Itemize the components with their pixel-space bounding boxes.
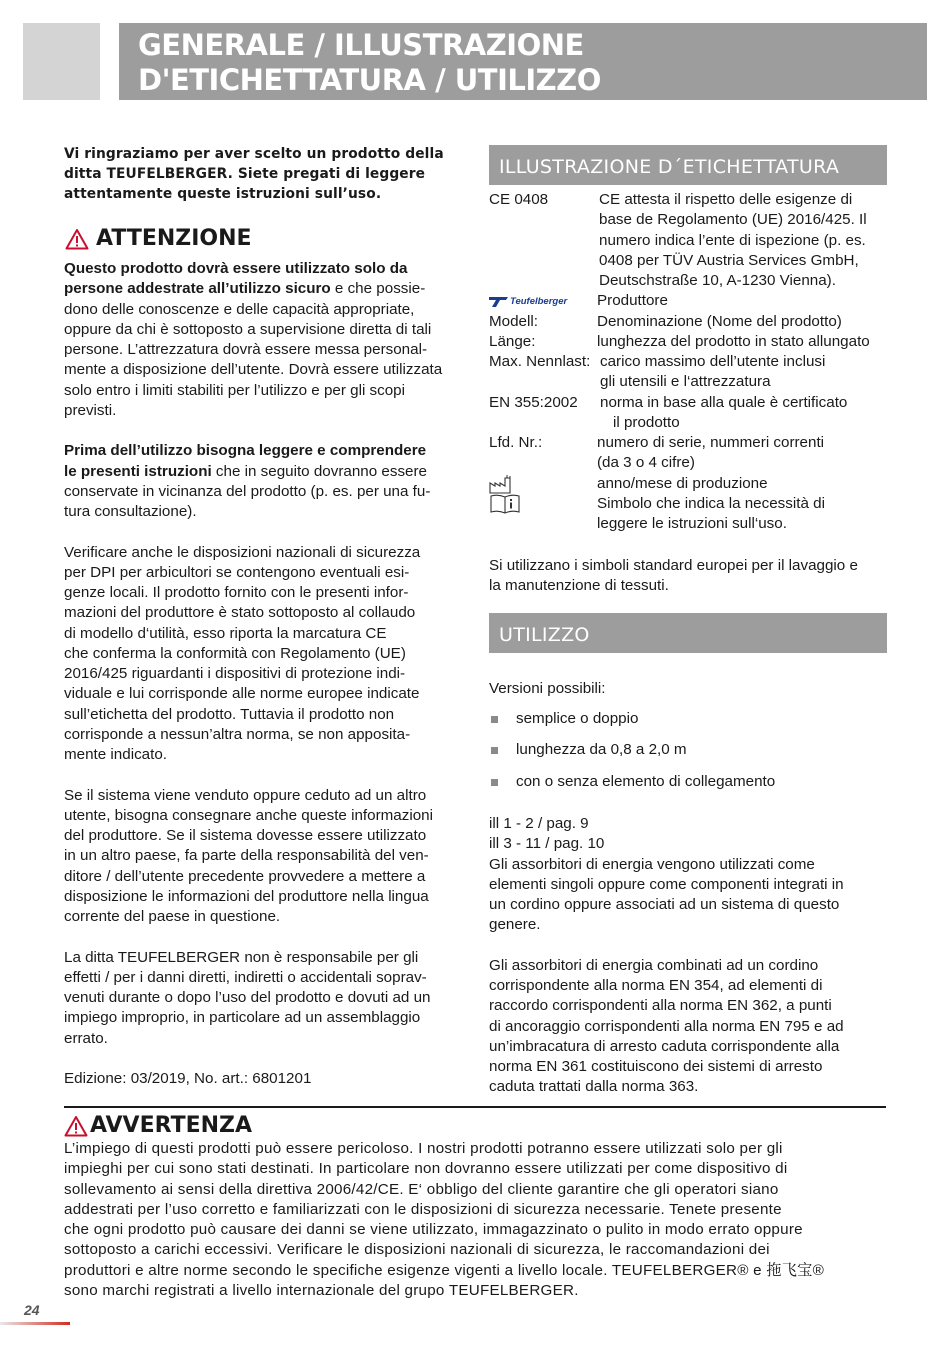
intro-line: ditta TEUFELBERGER. Siete pregati di leggere xyxy=(64,166,426,182)
text-line xyxy=(64,441,464,461)
text-line: La ditta TEUFELBERGER non è responsabile per gli xyxy=(64,948,419,966)
symbols-note-line: la manutenzione di tessuti. xyxy=(489,577,669,595)
bullet-square-icon xyxy=(491,747,498,754)
symbols-note-line: Si utilizzano i simboli standard europei per il lavaggio e xyxy=(489,557,858,574)
read-before-use-paragraph xyxy=(64,441,464,522)
warning-triangle-icon xyxy=(65,228,89,250)
text-line: di ancoraggio corrispondenti alla norma EN 795 e ad xyxy=(489,1017,844,1035)
label-definitions xyxy=(489,190,887,534)
text-line: errato. xyxy=(64,1029,108,1047)
attention-paragraph xyxy=(64,259,464,421)
versions-list xyxy=(489,709,887,792)
section-divider xyxy=(64,1106,886,1108)
combined-system-paragraph xyxy=(489,956,887,1098)
text-line: sull’etichetta del prodotto. Tuttavia il prodotto non xyxy=(64,705,395,723)
label-section-title: ILLUSTRAZIONE D´ETICHETTATURA xyxy=(499,156,840,178)
text-line: norma EN 361 costituiscono dei sistemi di arresto xyxy=(489,1058,823,1075)
text-line: mazioni del produttore è stato sottoposto al collaudo xyxy=(64,604,416,622)
text-line: corrente del paese in questione. xyxy=(64,908,281,925)
text-line: Se il sistema viene venduto oppure ceduto ad un altro xyxy=(64,786,427,804)
list-item: lunghezza da 0,8 a 2,0 m xyxy=(489,741,887,761)
regular-text: dono delle conoscenze e delle capacità appropriate, xyxy=(64,300,415,318)
resale-paragraph xyxy=(64,786,464,928)
label-definition-row xyxy=(489,251,887,271)
symbols-note xyxy=(489,556,887,597)
label-definition-row xyxy=(489,231,887,251)
text-line xyxy=(64,401,464,421)
label-description: (da 3 o 4 cifre) xyxy=(597,454,695,472)
text-line: utente, bisogna consegnare anche queste informazioni xyxy=(64,806,433,824)
label-definition-row xyxy=(489,494,887,514)
regular-text: oppure da chi è sottoposto a supervisione diretta di tali xyxy=(64,320,432,338)
label-code: Länge: xyxy=(489,332,536,350)
intro-line: Vi ringraziamo per aver scelto un prodotto della xyxy=(64,146,444,162)
corner-square xyxy=(23,23,100,100)
list-item: con o senza elemento di collegamento xyxy=(489,772,887,792)
text-line: Verificare anche le disposizioni nazionali di sicurezza xyxy=(64,543,421,561)
text-line xyxy=(64,462,464,482)
warning-text xyxy=(64,1139,886,1301)
label-description: numero indica l’ente di ispezione (p. es. xyxy=(599,231,866,249)
warning-heading xyxy=(64,1112,252,1140)
text-line: venuti durante o dopo l’uso del prodotto e dovuti ad un xyxy=(64,989,431,1006)
label-section-header xyxy=(489,145,887,185)
bullet-square-icon xyxy=(491,779,498,786)
warning-text-line: sono marchi registrati a livello internazionale del grupo TEUFELBERGER. xyxy=(64,1281,579,1299)
label-description: Deutschstraße 10, A-1230 Vienna). xyxy=(599,272,836,289)
label-description: 0408 per TÜV Austria Services GmbH, xyxy=(599,251,859,269)
text-line: ditore / dell’utente precedente provvedere a mettere a xyxy=(64,867,426,885)
bold-text: le presenti istruzioni xyxy=(64,462,212,480)
text-line: genze locali. Il prodotto fornito con le presenti infor- xyxy=(64,584,409,601)
label-code: Lfd. Nr.: xyxy=(489,434,543,451)
page-title-line-2: D'ETICHETTATURA / UTILIZZO xyxy=(138,63,601,97)
text-line: genere. xyxy=(489,916,541,934)
warning-text-line: che ogni prodotto può causare dei danni se viene utilizzato, immagazzinato o pulito in modo errato oppure xyxy=(64,1221,803,1238)
liability-paragraph xyxy=(64,948,464,1049)
label-definition-row xyxy=(489,474,887,494)
edition-info: Edizione: 03/2019, No. art.: 6801201 xyxy=(64,1070,312,1087)
text-line: viduale e lui corrisponde alle norme europee indicate xyxy=(64,685,420,703)
label-description: leggere le istruzioni sull‘uso. xyxy=(597,515,787,532)
warning-text-line: addestrati per l’uso corretto e familiarizzati con le disposizioni di sicurezza necessarie. Tenete presente xyxy=(64,1200,782,1218)
label-description: carico massimo dell’utente inclusi xyxy=(600,353,826,370)
text-line: un cordino oppure associati ad un sistema di questo xyxy=(489,896,840,913)
label-definition-row xyxy=(489,433,887,453)
label-description: numero di serie, nummeri correnti xyxy=(597,434,825,451)
bold-text: persone addestrate all’utilizzo sicuro xyxy=(64,280,331,298)
regular-text: previsti. xyxy=(64,401,117,419)
text-line: un’imbracatura di arresto caduta corrispondente alla xyxy=(489,1037,840,1055)
text-line: in un altro paese, fa parte della responsabilità del ven- xyxy=(64,847,429,865)
page-number-underline xyxy=(0,1322,70,1325)
text-line: raccordo corrispondenti alla norma EN 362, a punti xyxy=(489,997,832,1015)
label-description: CE attesta il rispetto delle esigenze di xyxy=(599,191,853,208)
text-line xyxy=(64,279,464,299)
warning-text-line: sollevamento ai sensi della direttiva 2006/42/CE. E‘ obbligo del cliente garantire che gli operatori siano xyxy=(64,1180,779,1198)
label-definition-row xyxy=(489,332,887,352)
attention-heading xyxy=(65,225,252,253)
page-title-line-1: GENERALE / ILLUSTRAZIONE xyxy=(138,28,584,62)
text-line xyxy=(64,482,464,502)
label-description: il prodotto xyxy=(613,413,680,431)
label-code: EN 355:2002 xyxy=(489,393,578,411)
text-line xyxy=(64,300,464,320)
label-description: Simbolo che indica la necessità di xyxy=(597,494,825,512)
label-code: Modell: xyxy=(489,312,538,330)
label-definition-row xyxy=(489,190,887,210)
warning-text-line: sottoposto a carichi eccessivi. Verificare le disposizioni nazionali di sicurezza, le raccomandazioni dei xyxy=(64,1241,770,1259)
warning-text-line: produttori e altre norme secondo le specifiche esigenze vigenti a livello locale. TEUFELBERGER® e 拖飞宝® xyxy=(64,1261,825,1279)
label-definition-row xyxy=(489,291,887,311)
text-line: 2016/425 riguardanti i dispositivi di protezione indi- xyxy=(64,665,406,682)
logo-mark-icon xyxy=(489,296,509,308)
regular-text: e che possie- xyxy=(330,280,426,298)
left-body-text xyxy=(64,259,464,1089)
label-definition-row xyxy=(489,352,887,372)
label-code: Max. Nennlast: xyxy=(489,353,591,370)
text-line xyxy=(64,502,464,522)
text-line: disposizione le informazioni del produttore nella lingua xyxy=(64,887,429,905)
regular-text: persone. L’attrezzatura dovrà essere messa personal- xyxy=(64,341,428,358)
text-line: mente indicato. xyxy=(64,746,167,763)
regular-text: solo entro i limiti stabiliti per l’utilizzo e per gli scopi xyxy=(64,381,406,399)
use-section-header xyxy=(489,613,887,653)
label-definition-row xyxy=(489,453,887,473)
label-description: Produttore xyxy=(597,292,668,310)
text-line: che conferma la conformità con Regolamento (UE) xyxy=(64,644,406,662)
text-line: corrispondente alla norma EN 354, ad elementi di xyxy=(489,977,823,994)
label-description: norma in base alla quale è certificato xyxy=(600,393,848,411)
text-line xyxy=(64,360,464,380)
label-description: Denominazione (Nome del prodotto) xyxy=(597,312,842,330)
intro-line: attentamente queste istruzioni sull’uso. xyxy=(64,186,382,202)
warning-title: AVVERTENZA xyxy=(90,1113,252,1138)
label-description: anno/mese di produzione xyxy=(597,474,768,492)
page-number: 24 xyxy=(24,1302,40,1318)
logo-text: Teufelberger xyxy=(510,296,568,308)
list-item: semplice o doppio xyxy=(489,709,887,729)
national-regulations-paragraph xyxy=(64,543,464,766)
versions-label: Versioni possibili: xyxy=(489,680,606,697)
text-line: effetti / per i danni diretti, indiretti o accidentali soprav- xyxy=(64,968,427,986)
bold-text: Questo prodotto dovrà essere utilizzato solo da xyxy=(64,260,408,277)
text-line xyxy=(64,381,464,401)
text-line: Gli assorbitori di energia combinati ad un cordino xyxy=(489,956,819,974)
label-definition-row xyxy=(489,514,887,534)
regular-text: mente a disposizione dell’utente. Dovrà essere utilizzata xyxy=(64,361,443,379)
teufelberger-logo xyxy=(489,292,567,312)
text-line xyxy=(64,259,464,279)
label-description: lunghezza del prodotto in stato allungato xyxy=(597,332,870,350)
text-line: caduta trattati dalla norma 363. xyxy=(489,1078,699,1096)
absorber-paragraph xyxy=(489,855,887,936)
illustration-ref: ill 1 - 2 / pag. 9 xyxy=(489,815,589,832)
label-definition-row xyxy=(489,210,887,230)
intro-paragraph xyxy=(64,144,464,204)
bullet-square-icon xyxy=(491,716,498,723)
text-line xyxy=(64,320,464,340)
text-line: di modello d‘utilità, esso riporta la marcatura CE xyxy=(64,624,387,642)
use-body-text xyxy=(489,814,887,1098)
regular-text: tura consultazione). xyxy=(64,503,197,520)
text-line: per DPI per arbicultori se contengono eventuali esi- xyxy=(64,563,410,581)
label-code: CE 0408 xyxy=(489,191,549,208)
label-definition-row xyxy=(489,413,887,433)
label-description: base de Regolamento (UE) 2016/425. Il xyxy=(599,211,867,229)
warning-text-line: impieghi per cui sono stati destinati. In particolare non dovranno essere utilizzati per come dispositivo di xyxy=(64,1160,788,1178)
text-line: corrisponde a nessun’altra norma, se non apposita- xyxy=(64,725,411,743)
label-description: gli utensili e l‘attrezzatura xyxy=(600,373,771,391)
illustration-ref: ill 3 - 11 / pag. 10 xyxy=(489,835,605,853)
page-title xyxy=(119,23,927,100)
text-line: del produttore. Se il sistema dovesse essere utilizzato xyxy=(64,827,427,844)
text-line xyxy=(64,340,464,360)
label-definition-row xyxy=(489,312,887,332)
warning-text-line: L’impiego di questi prodotti può essere pericoloso. I nostri prodotti potranno essere utilizzati solo per gli xyxy=(64,1140,783,1157)
bold-text: Prima dell’utilizzo bisogna leggere e comprendere xyxy=(64,442,427,460)
text-line: Gli assorbitori di energia vengono utilizzati come xyxy=(489,855,815,873)
text-line: impiego improprio, in particolare ad un assemblaggio xyxy=(64,1009,421,1027)
text-line: elementi singoli oppure come componenti integrati in xyxy=(489,875,844,893)
attention-title: ATTENZIONE xyxy=(96,226,252,251)
regular-text: che in seguito dovranno essere xyxy=(211,462,427,480)
label-definition-row xyxy=(489,271,887,291)
regular-text: conservate in vicinanza del prodotto (p. es. per una fu- xyxy=(64,482,431,500)
label-definition-row xyxy=(489,393,887,413)
use-section-title: UTILIZZO xyxy=(499,624,590,646)
warning-triangle-icon xyxy=(64,1115,88,1137)
label-definition-row xyxy=(489,372,887,392)
